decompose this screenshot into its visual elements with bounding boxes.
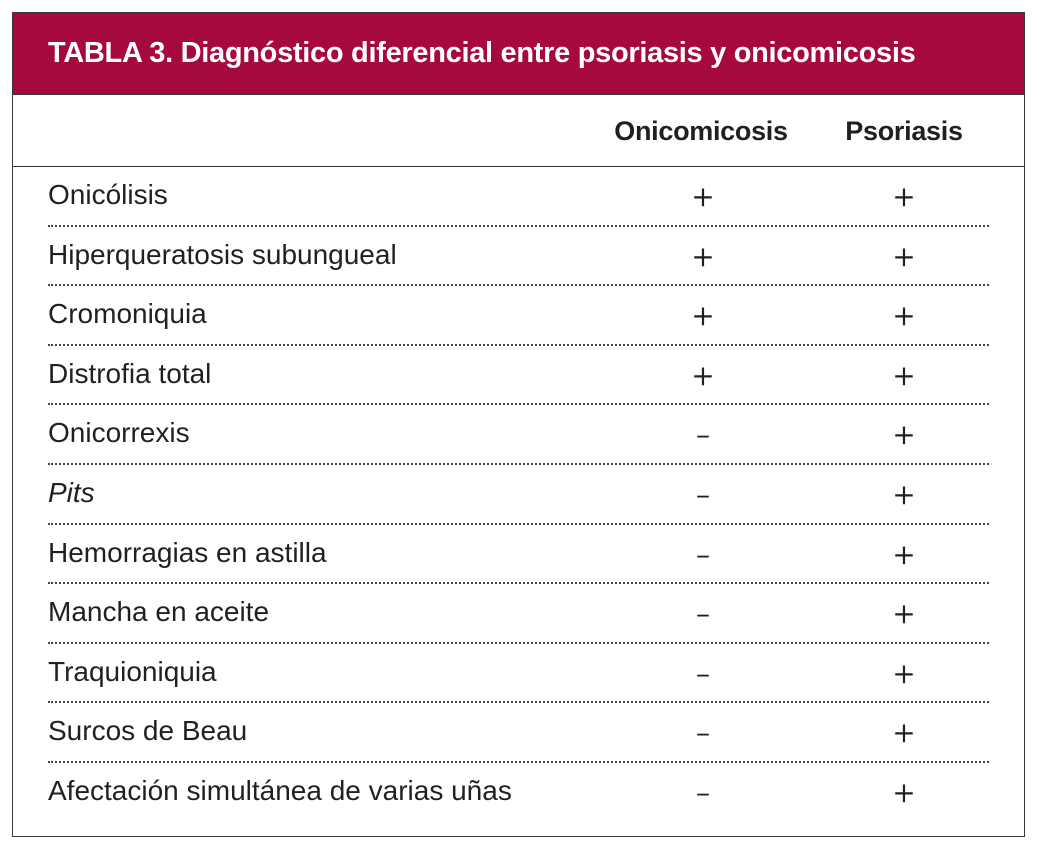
table-row	[13, 525, 1024, 585]
cell-psoriasis: +	[892, 656, 916, 690]
cell-onicomicosis: –	[696, 775, 710, 809]
cell-psoriasis: +	[892, 239, 916, 273]
cell-onicomicosis: –	[696, 656, 710, 690]
table-row	[13, 465, 1024, 525]
table-row	[13, 286, 1024, 346]
table-row	[13, 227, 1024, 287]
cell-onicomicosis: –	[696, 418, 710, 452]
cell-psoriasis: +	[892, 597, 916, 631]
row-label: Traquioniquia	[48, 655, 217, 687]
table-row	[13, 703, 1024, 763]
row-label: Onicólisis	[48, 179, 168, 210]
column-header-row	[13, 95, 1024, 167]
differential-diagnosis-table	[12, 12, 1025, 837]
cell-onicomicosis: +	[691, 299, 715, 333]
table-row	[13, 346, 1024, 406]
cell-psoriasis: +	[892, 477, 916, 511]
cell-psoriasis: +	[892, 358, 916, 392]
table-row	[13, 405, 1024, 465]
row-label: Cromoniquia	[48, 298, 207, 330]
cell-psoriasis: +	[892, 716, 916, 750]
row-label: Surcos de Beau	[48, 715, 248, 747]
table-body	[13, 167, 1024, 823]
cell-onicomicosis: –	[696, 477, 710, 511]
cell-psoriasis: +	[892, 775, 916, 809]
row-label: Distrofia total	[48, 357, 212, 389]
cell-onicomicosis: +	[691, 358, 715, 392]
column-header-onicomicosis: Onicomicosis	[614, 116, 788, 146]
table-row	[13, 763, 1024, 823]
cell-onicomicosis: –	[696, 537, 710, 571]
row-label: Hiperqueratosis subungueal	[48, 238, 397, 270]
row-label: Pits	[48, 476, 95, 508]
cell-onicomicosis: –	[696, 716, 710, 750]
table-title: TABLA 3. Diagnóstico diferencial entre psoriasis y onicomicosis	[48, 37, 916, 69]
table-title-bar	[13, 13, 1024, 95]
cell-onicomicosis: +	[691, 180, 715, 213]
cell-onicomicosis: +	[691, 239, 715, 273]
cell-onicomicosis: –	[696, 597, 710, 631]
cell-psoriasis: +	[892, 418, 916, 452]
cell-psoriasis: +	[892, 180, 916, 213]
row-label: Hemorragias en astilla	[48, 536, 327, 568]
table-row	[13, 584, 1024, 644]
cell-psoriasis: +	[892, 537, 916, 571]
row-label: Afectación simultánea de varias uñas	[48, 774, 512, 806]
table-row	[13, 167, 1024, 227]
row-label: Onicorrexis	[48, 417, 190, 449]
row-label: Mancha en aceite	[48, 596, 270, 628]
cell-psoriasis: +	[892, 299, 916, 333]
column-header-psoriasis: Psoriasis	[845, 116, 963, 146]
table-row	[13, 644, 1024, 704]
